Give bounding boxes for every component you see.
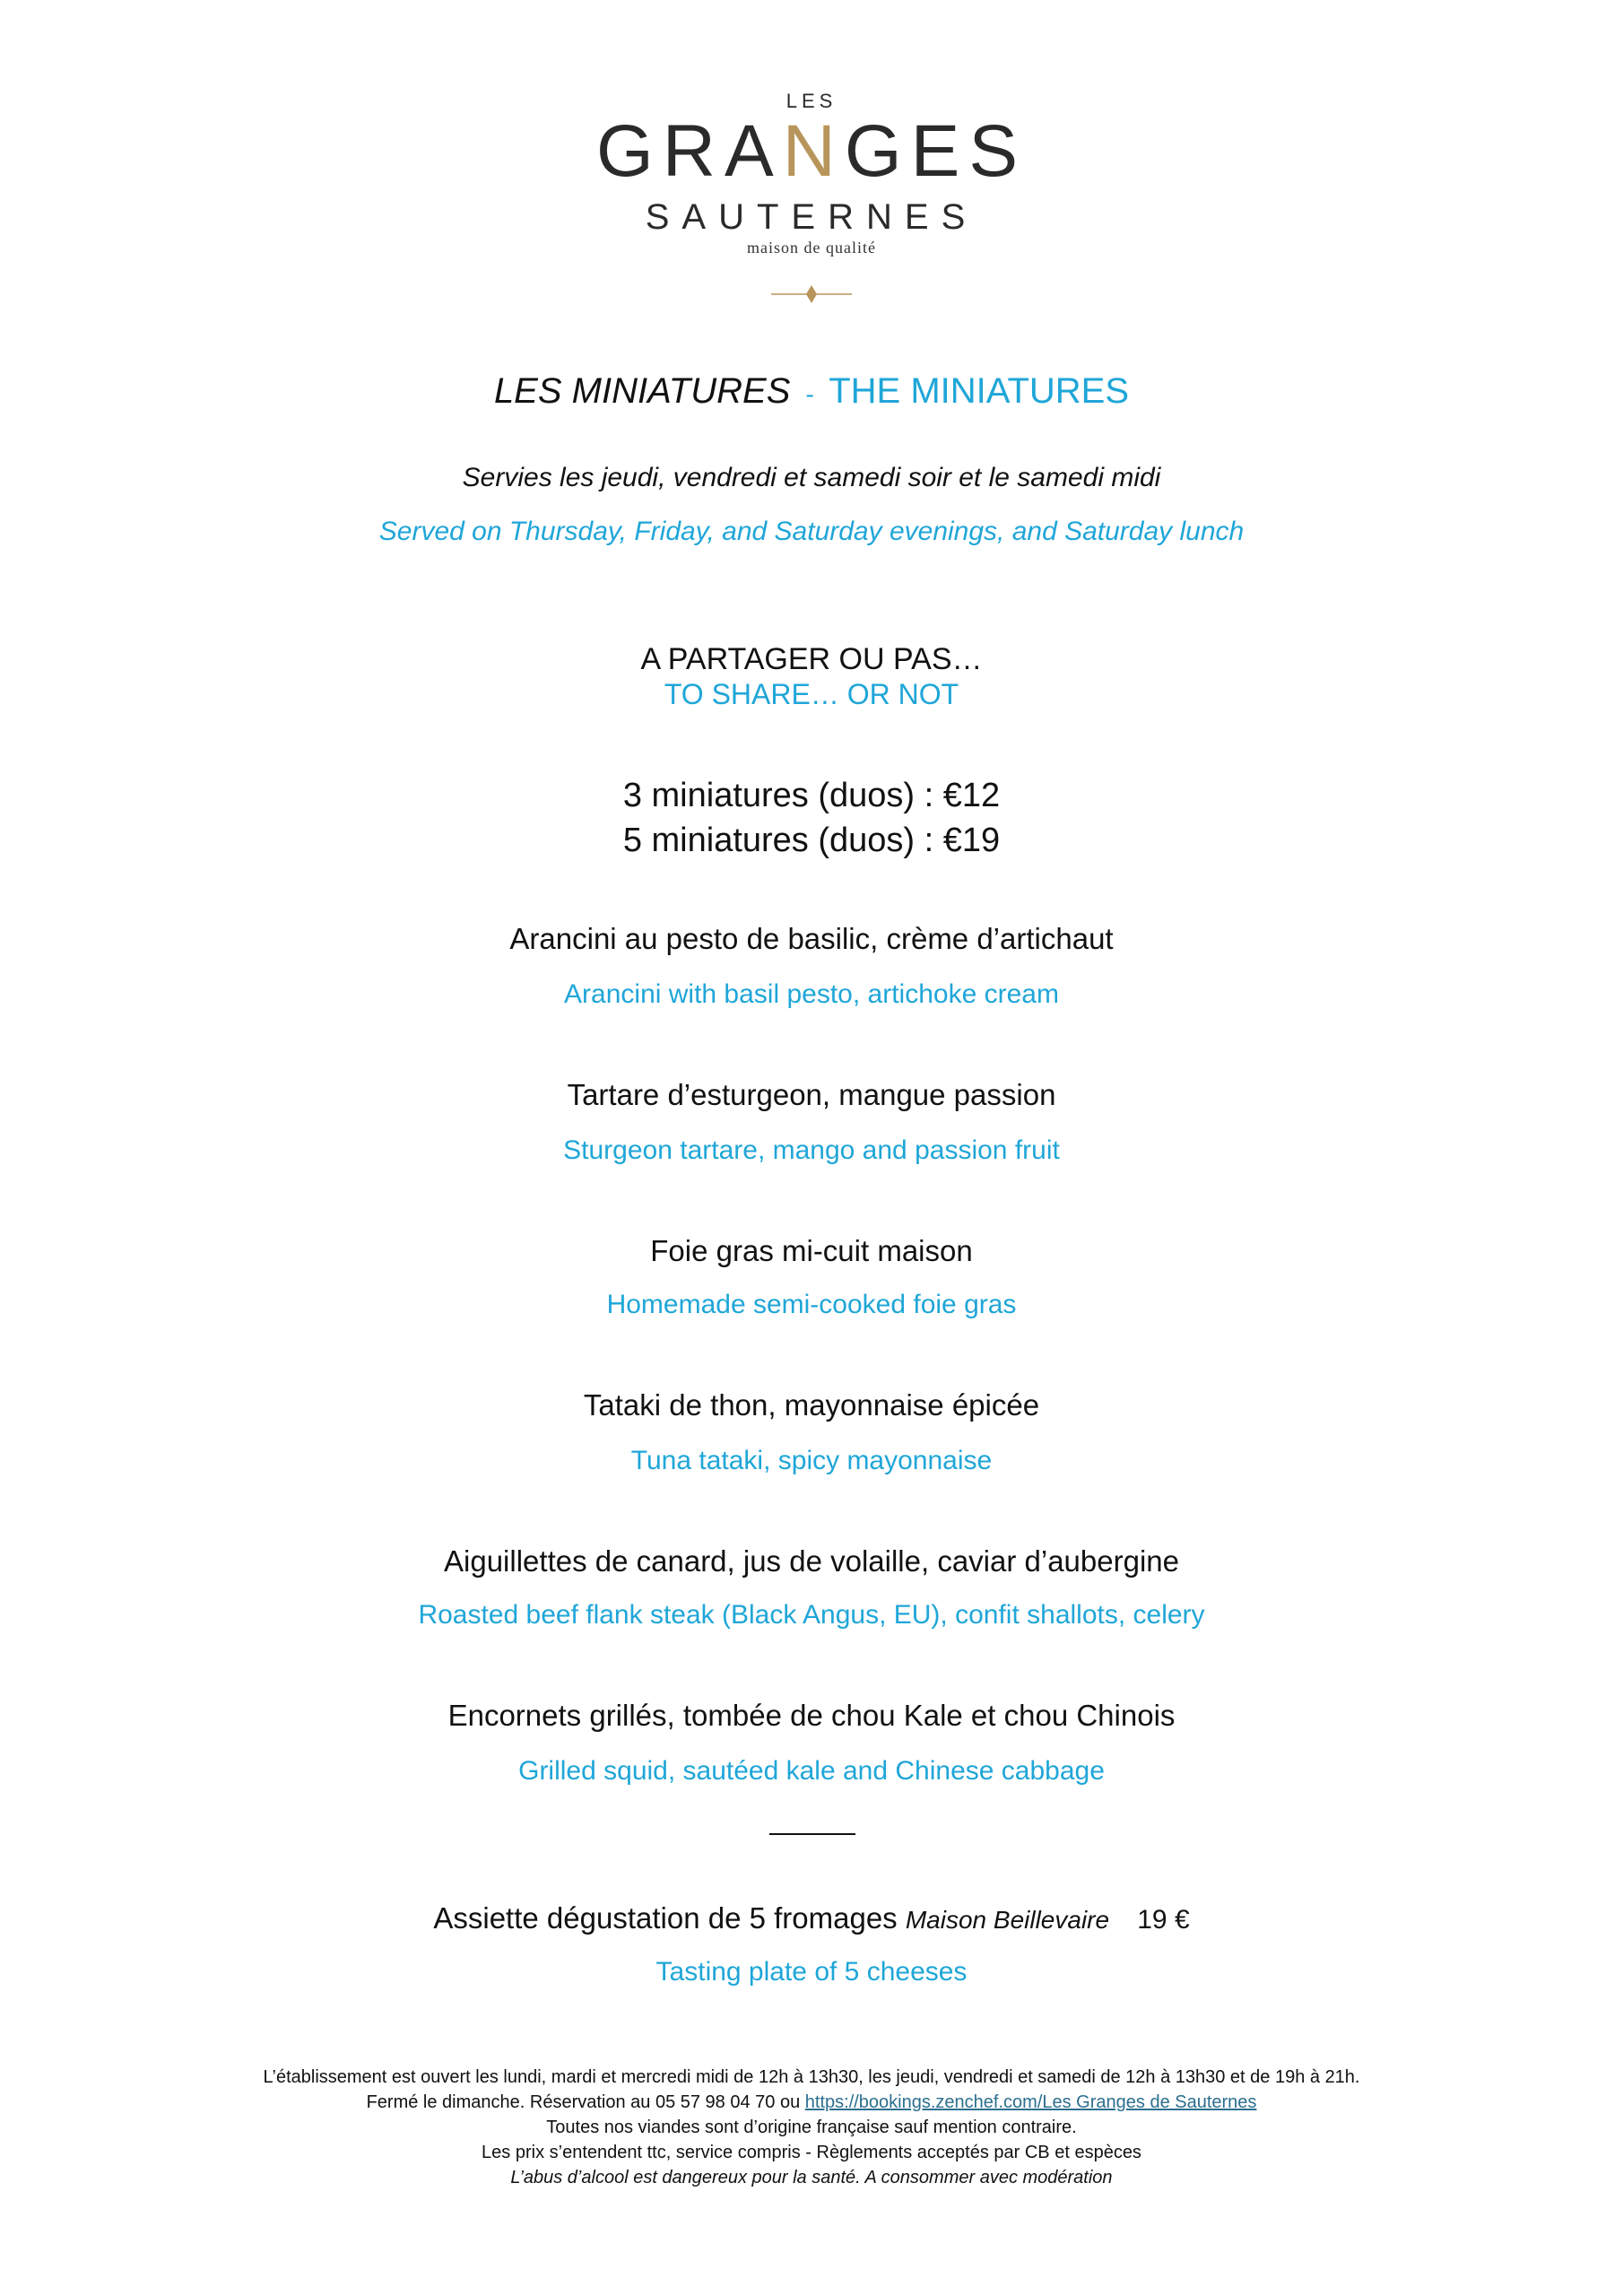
logo-granges-accent: N <box>782 110 845 192</box>
menu-title-en: THE MINIATURES <box>829 371 1130 411</box>
logo-granges-start: GRA <box>595 110 783 192</box>
footer-meat-origin: Toutes nos viandes sont d’origine française sauf mention contraire. <box>546 2118 1077 2137</box>
ornament-divider-icon <box>0 283 1623 305</box>
dish-en: Sturgeon tartare, mango and passion fruit <box>563 1135 1060 1165</box>
logo-granges <box>0 110 1623 192</box>
price-line: 5 miniatures (duos) : €19 <box>622 822 1001 859</box>
logo-les: LES <box>785 90 838 112</box>
dish-en: Arancini with basil pesto, artichoke cream <box>564 979 1059 1009</box>
footer-hours: L’établissement est ouvert les lundi, mardi et mercredi midi de 12h à 13h30, les jeudi, vendredi et samedi de 12h à 13h30 et de 19h à 21h. <box>263 2067 1360 2087</box>
menu-title <box>0 371 1623 412</box>
dish-fr: Arancini au pesto de basilic, crème d’artichaut <box>509 922 1114 955</box>
share-heading-fr: A PARTAGER OU PAS… <box>640 642 983 676</box>
dish-en: Roasted beef flank steak (Black Angus, EU), confit shallots, celery <box>418 1600 1205 1630</box>
price-line: 3 miniatures (duos) : €12 <box>622 777 1001 814</box>
menu-title-separator: - <box>805 380 814 408</box>
footer-booking-text: Fermé le dimanche. Réservation au 05 57 98 04 70 ou <box>366 2092 805 2112</box>
cheese-name: Assiette dégustation de 5 fromages <box>433 1901 898 1935</box>
menu-title-fr: LES MINIATURES <box>493 371 791 411</box>
cheese-maison: Maison Beillevaire <box>905 1906 1110 1934</box>
dish-fr: Foie gras mi-cuit maison <box>650 1234 973 1267</box>
footer-booking <box>0 2090 1623 2115</box>
logo-tagline: maison de qualité <box>747 239 876 257</box>
dish-fr: Aiguillettes de canard, jus de volaille, caviar d’aubergine <box>444 1544 1179 1578</box>
dish-en: Homemade semi-cooked foie gras <box>606 1290 1017 1319</box>
footer-prices: Les prix s’entendent ttc, service compris - Règlements acceptés par CB et espèces <box>482 2143 1141 2162</box>
dish-en: Grilled squid, sautéed kale and Chinese cabbage <box>518 1756 1105 1786</box>
section-divider <box>769 1833 855 1835</box>
logo-granges-end: GES <box>844 110 1028 192</box>
dish-en: Tuna tataki, spicy mayonnaise <box>630 1446 993 1475</box>
booking-link[interactable]: https://bookings.zenchef.com/Les Granges de Sauternes <box>804 2092 1257 2112</box>
dish-fr: Tartare d’esturgeon, mangue passion <box>567 1078 1056 1111</box>
dish-fr: Encornets grillés, tombée de chou Kale et chou Chinois <box>447 1699 1176 1732</box>
cheese-en: Tasting plate of 5 cheeses <box>655 1957 968 1987</box>
cheese-price: 19 € <box>1137 1905 1190 1935</box>
intro-en: Served on Thursday, Friday, and Saturday evenings, and Saturday lunch <box>378 517 1245 546</box>
dish-fr: Tataki de thon, mayonnaise épicée <box>583 1388 1040 1422</box>
intro-fr: Servies les jeudi, vendredi et samedi soir et le samedi midi <box>462 463 1161 492</box>
footer-alcohol-warning: L’abus d’alcool est dangereux pour la santé. A consommer avec modération <box>510 2168 1113 2187</box>
logo-sauternes: SAUTERNES <box>645 197 978 237</box>
cheese-item <box>0 1901 1623 1935</box>
share-heading-en: TO SHARE… OR NOT <box>664 678 959 710</box>
